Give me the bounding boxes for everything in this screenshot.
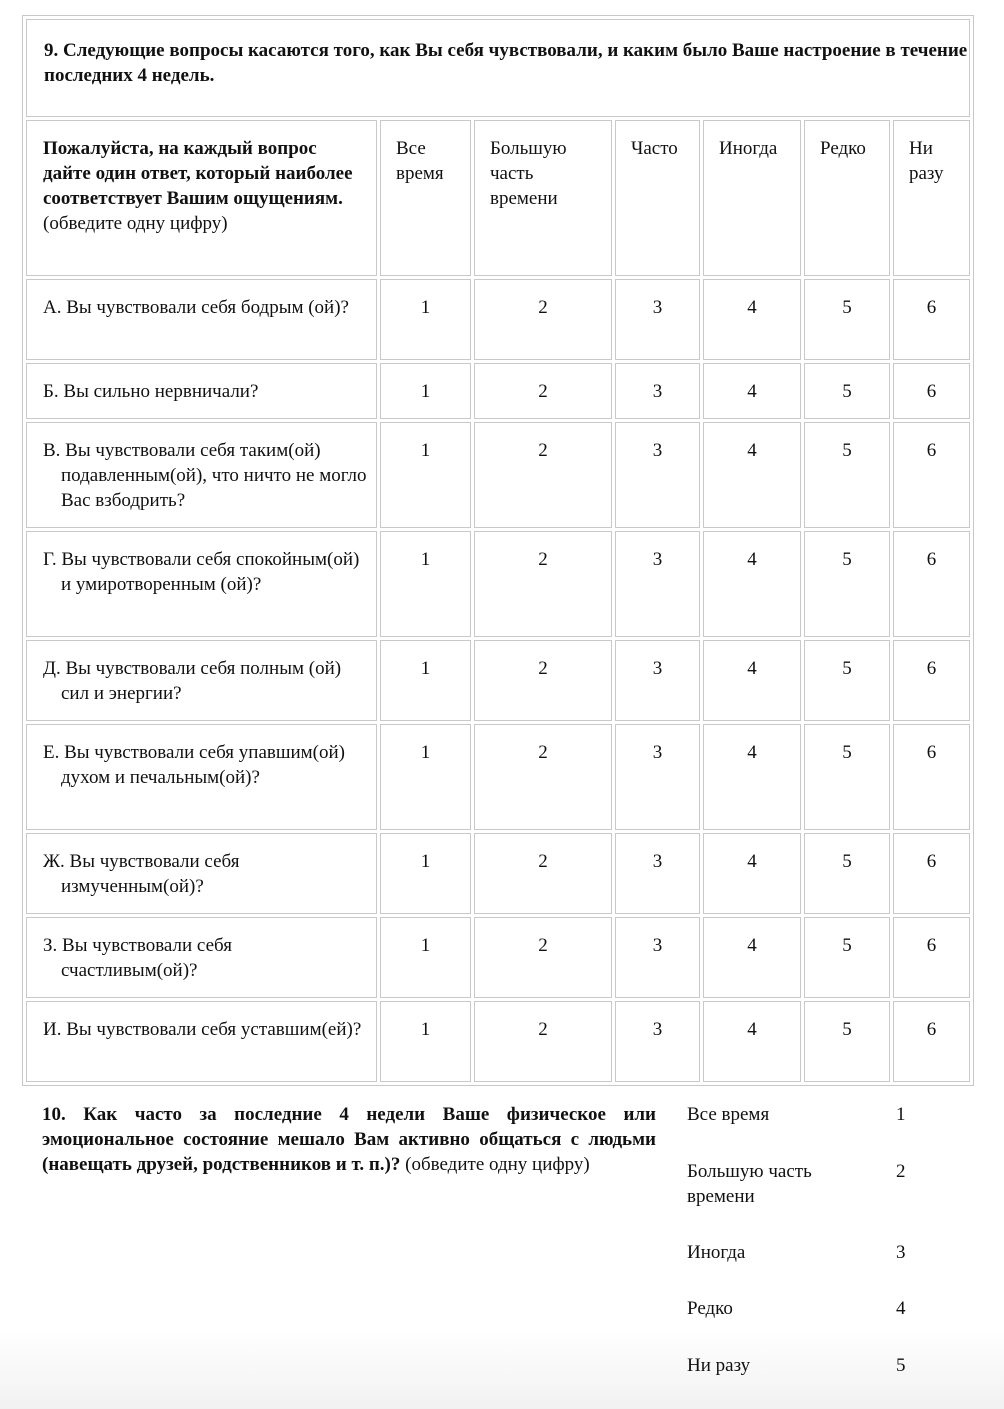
answer-option[interactable]: 2 <box>474 531 612 637</box>
question-row <box>26 422 970 528</box>
question-label <box>26 724 377 830</box>
question-label <box>26 640 377 721</box>
question-9-table <box>22 15 974 1086</box>
answer-option[interactable]: 5 <box>804 1001 890 1082</box>
q9-header-row <box>26 120 970 276</box>
q9-title: 9. Следующие вопросы касаются того, как Вы себя чувствовали, и каким было Ваше настроение в течение последних 4 недель. <box>26 19 970 117</box>
answer-option[interactable]: 1 <box>380 724 471 830</box>
column-header-rarely: Редко <box>804 120 890 276</box>
answer-option[interactable]: 1 <box>380 640 471 721</box>
answer-option[interactable]: 4 <box>703 531 801 637</box>
question-10-text <box>42 1102 656 1177</box>
question-row <box>26 833 970 914</box>
question-label <box>26 917 377 998</box>
question-label <box>26 279 377 360</box>
answer-option[interactable]: 5 <box>804 422 890 528</box>
answer-option[interactable]: 6 <box>893 531 970 637</box>
answer-option[interactable]: 5 <box>804 363 890 419</box>
answer-option[interactable]: 4 <box>703 1001 801 1082</box>
answer-option[interactable]: 1 <box>380 363 471 419</box>
answer-option[interactable]: 5 <box>804 279 890 360</box>
answer-option[interactable]: 1 <box>380 917 471 998</box>
question-label <box>26 1001 377 1082</box>
answer-option[interactable]: 2 <box>474 279 612 360</box>
question-label-text: А. Вы чувствовали себя бодрым (ой)? <box>43 297 349 318</box>
answer-option[interactable]: 3 <box>615 640 700 721</box>
question-label <box>26 531 377 637</box>
q10-option-code[interactable]: 5 <box>896 1355 906 1376</box>
q10-option-code[interactable]: 1 <box>896 1104 906 1125</box>
answer-option[interactable]: 2 <box>474 833 612 914</box>
q9-instruction-note: (обведите одну цифру) <box>43 213 228 234</box>
answer-option[interactable]: 1 <box>380 833 471 914</box>
answer-option[interactable]: 6 <box>893 422 970 528</box>
answer-option[interactable]: 3 <box>615 363 700 419</box>
column-header-often: Часто <box>615 120 700 276</box>
q9-instruction <box>26 120 377 276</box>
q10-option-code[interactable]: 2 <box>896 1161 906 1182</box>
q10-option-code[interactable]: 4 <box>896 1298 906 1319</box>
question-label <box>26 363 377 419</box>
answer-option[interactable]: 3 <box>615 422 700 528</box>
question-label-text: З. Вы чувствовали себя счастливым(ой)? <box>43 935 232 981</box>
q9-title-row <box>26 19 970 117</box>
question-row <box>26 724 970 830</box>
answer-option[interactable]: 5 <box>804 724 890 830</box>
answer-option[interactable]: 6 <box>893 917 970 998</box>
answer-option[interactable]: 2 <box>474 640 612 721</box>
answer-option[interactable]: 3 <box>615 279 700 360</box>
q10-option-label: Все время <box>687 1104 770 1125</box>
question-row <box>26 1001 970 1082</box>
q10-option-label: Большую часть времени <box>687 1161 812 1207</box>
q10-option-label: Иногда <box>687 1242 746 1263</box>
answer-option[interactable]: 4 <box>703 640 801 721</box>
answer-option[interactable]: 3 <box>615 1001 700 1082</box>
question-label-text: Г. Вы чувствовали себя спокойным(ой) и умиротворенным (ой)? <box>43 549 360 595</box>
column-header-sometimes: Иногда <box>703 120 801 276</box>
answer-option[interactable]: 1 <box>380 279 471 360</box>
q10-option-label: Редко <box>687 1298 733 1319</box>
question-row <box>26 531 970 637</box>
question-row <box>26 363 970 419</box>
column-header-never: Ни разу <box>893 120 970 276</box>
answer-option[interactable]: 6 <box>893 833 970 914</box>
q10-text-bold: 10. Как часто за последние 4 недели Ваше физическое или эмоциональное состояние мешало Вам активно общаться с людьми (навещать друзей, родственников и т. п.)? <box>42 1104 656 1175</box>
answer-option[interactable]: 4 <box>703 724 801 830</box>
answer-option[interactable]: 1 <box>380 531 471 637</box>
answer-option[interactable]: 2 <box>474 1001 612 1082</box>
answer-option[interactable]: 2 <box>474 917 612 998</box>
answer-option[interactable]: 4 <box>703 917 801 998</box>
answer-option[interactable]: 3 <box>615 531 700 637</box>
question-label-text: Б. Вы сильно нервничали? <box>43 381 259 402</box>
answer-option[interactable]: 2 <box>474 422 612 528</box>
column-header-most-time: Большую часть времени <box>474 120 612 276</box>
answer-option[interactable]: 1 <box>380 422 471 528</box>
answer-option[interactable]: 4 <box>703 279 801 360</box>
answer-option[interactable]: 4 <box>703 833 801 914</box>
q9-instruction-bold: Пожалуйста, на каждый вопрос дайте один ответ, который наиболее соответствует Вашим ощущениям. <box>43 138 353 209</box>
answer-option[interactable]: 5 <box>804 917 890 998</box>
column-header-all-time: Все время <box>380 120 471 276</box>
answer-option[interactable]: 5 <box>804 531 890 637</box>
answer-option[interactable]: 6 <box>893 363 970 419</box>
answer-option[interactable]: 6 <box>893 1001 970 1082</box>
answer-option[interactable]: 2 <box>474 724 612 830</box>
question-label-text: Ж. Вы чувствовали себя измученным(ой)? <box>43 851 240 897</box>
answer-option[interactable]: 6 <box>893 279 970 360</box>
answer-option[interactable]: 6 <box>893 724 970 830</box>
answer-option[interactable]: 6 <box>893 640 970 721</box>
question-row <box>26 640 970 721</box>
question-row <box>26 917 970 998</box>
question-label-text: Е. Вы чувствовали себя упавшим(ой) духом и печальным(ой)? <box>43 742 346 788</box>
answer-option[interactable]: 3 <box>615 724 700 830</box>
answer-option[interactable]: 1 <box>380 1001 471 1082</box>
answer-option[interactable]: 4 <box>703 422 801 528</box>
answer-option[interactable]: 3 <box>615 917 700 998</box>
question-label <box>26 833 377 914</box>
q10-text-note: (обведите одну цифру) <box>400 1154 590 1175</box>
q10-option-label: Ни разу <box>687 1355 751 1376</box>
q10-option-code[interactable]: 3 <box>896 1242 906 1263</box>
answer-option[interactable]: 5 <box>804 640 890 721</box>
answer-option[interactable]: 2 <box>474 363 612 419</box>
answer-option[interactable]: 3 <box>615 833 700 914</box>
answer-option[interactable]: 4 <box>703 363 801 419</box>
question-label-text: Д. Вы чувствовали себя полным (ой) сил и энергии? <box>43 658 342 704</box>
question-label-text: В. Вы чувствовали себя таким(ой) подавленным(ой), что ничто не могло Вас взбодрить? <box>43 440 367 511</box>
answer-option[interactable]: 5 <box>804 833 890 914</box>
question-row <box>26 279 970 360</box>
question-label <box>26 422 377 528</box>
question-label-text: И. Вы чувствовали себя уставшим(ей)? <box>43 1019 362 1040</box>
